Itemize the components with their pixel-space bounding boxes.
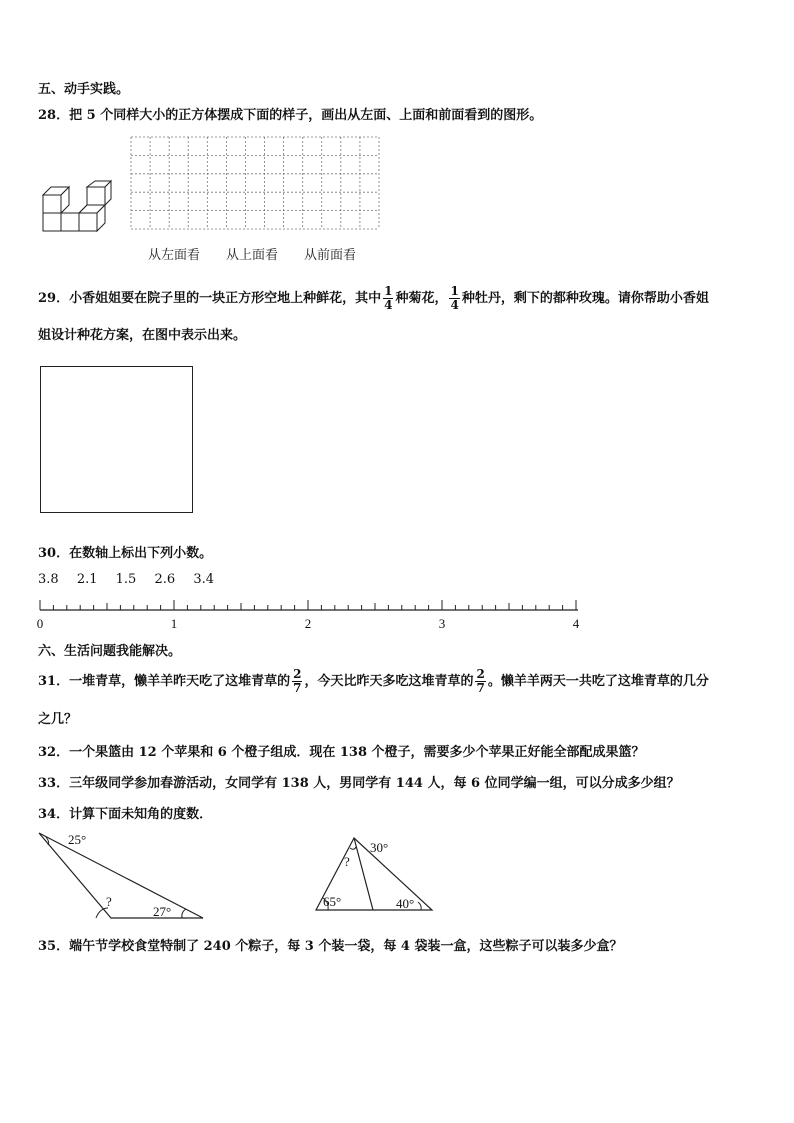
question-text: 三年级同学参加春游活动，女同学有 138 人，男同学有 144 人，每 6 位同学编一组，可以分成多少组？ bbox=[69, 776, 680, 791]
angle-label-40: 40° bbox=[396, 896, 415, 911]
angle-label-25: 25° bbox=[68, 832, 87, 847]
fraction-one-quarter: $\frac{1}{4}$ bbox=[384, 284, 393, 312]
question-text: 种菊花， bbox=[395, 291, 448, 306]
fraction-one-quarter: $\frac{1}{4}$ bbox=[450, 284, 459, 312]
question-28 bbox=[38, 104, 542, 123]
question-35 bbox=[38, 935, 622, 954]
section-six-title: 六、生活问题我能解决。 bbox=[38, 644, 182, 659]
triangle-figure-2 bbox=[310, 834, 438, 914]
decimal-list bbox=[38, 572, 214, 587]
question-number: 32． bbox=[38, 745, 70, 760]
fraction-two-sevenths: $\frac{2}{7}$ bbox=[293, 667, 302, 695]
question-number: 28． bbox=[38, 108, 70, 123]
question-text: 端午节学校食堂特制了 240 个粽子，每 3 个装一袋，每 4 袋装一盒，这些粽子可以装多少盒？ bbox=[69, 939, 623, 954]
question-text: 种牡丹，剩下的都种玫瑰。请你帮助小香姐 bbox=[461, 291, 709, 306]
question-number: 34． bbox=[38, 807, 70, 822]
question-30 bbox=[38, 542, 212, 561]
triangle-figure-1 bbox=[36, 828, 208, 922]
axis-label-1: 1 bbox=[170, 616, 178, 631]
question-number: 29． bbox=[38, 291, 70, 306]
question-33 bbox=[38, 772, 680, 791]
decimal-value: 3.4 bbox=[193, 572, 214, 587]
angle-label-27: 27° bbox=[153, 904, 172, 919]
decimal-value: 2.6 bbox=[154, 572, 176, 587]
question-text: 计算下面未知角的度数． bbox=[69, 807, 213, 822]
question-text: ，今天比昨天多吃这堆青草的 bbox=[304, 674, 474, 689]
question-29-line-1 bbox=[38, 285, 709, 312]
question-32 bbox=[38, 741, 645, 760]
question-34 bbox=[38, 803, 212, 822]
question-text: 把 5 个同样大小的正方体摆成下面的样子，画出从左面、上面和前面看到的图形。 bbox=[69, 108, 543, 123]
axis-label-0: 0 bbox=[36, 616, 44, 631]
view-label-left: 从左面看 bbox=[148, 248, 201, 263]
cube-arrangement-figure bbox=[40, 180, 112, 236]
view-label-top: 从上面看 bbox=[226, 248, 279, 263]
unknown-angle-label: ? bbox=[344, 854, 350, 869]
drawing-grid[interactable] bbox=[130, 136, 380, 230]
axis-label-2: 2 bbox=[304, 616, 312, 631]
axis-label-4: 4 bbox=[572, 616, 580, 631]
decimal-value: 2.1 bbox=[76, 572, 98, 587]
question-text: 小香姐姐要在院子里的一块正方形空地上种鲜花，其中 bbox=[69, 291, 382, 306]
question-text: 一堆青草，懒羊羊昨天吃了这堆青草的 bbox=[69, 674, 291, 689]
question-text: 一个果篮由 12 个苹果和 6 个橙子组成．现在 138 个橙子，需要多少个苹果正好能全部配成果篮？ bbox=[69, 745, 645, 760]
decimal-value: 3.8 bbox=[38, 572, 59, 587]
question-31-line-2: 之几？ bbox=[38, 712, 78, 727]
question-text: 。懒羊羊两天一共吃了这堆青草的几分 bbox=[487, 674, 709, 689]
fraction-two-sevenths: $\frac{2}{7}$ bbox=[476, 667, 485, 695]
square-garden-plot[interactable] bbox=[40, 366, 193, 513]
number-line[interactable] bbox=[30, 596, 590, 634]
question-number: 35． bbox=[38, 939, 70, 954]
question-number: 33． bbox=[38, 776, 70, 791]
axis-label-3: 3 bbox=[438, 616, 446, 631]
question-number: 31． bbox=[38, 674, 70, 689]
angle-label-30: 30° bbox=[370, 840, 389, 855]
question-number: 30． bbox=[38, 546, 70, 561]
unknown-angle-label: ? bbox=[106, 894, 112, 909]
decimal-value: 1.5 bbox=[115, 572, 137, 587]
section-five-title: 五、动手实践。 bbox=[38, 82, 130, 97]
view-label-front: 从前面看 bbox=[304, 248, 357, 263]
question-31-line-1 bbox=[38, 668, 709, 695]
question-29-line-2: 姐设计种花方案，在图中表示出来。 bbox=[38, 328, 247, 343]
question-text: 在数轴上标出下列小数。 bbox=[69, 546, 213, 561]
angle-label-65: 65° bbox=[323, 894, 342, 909]
